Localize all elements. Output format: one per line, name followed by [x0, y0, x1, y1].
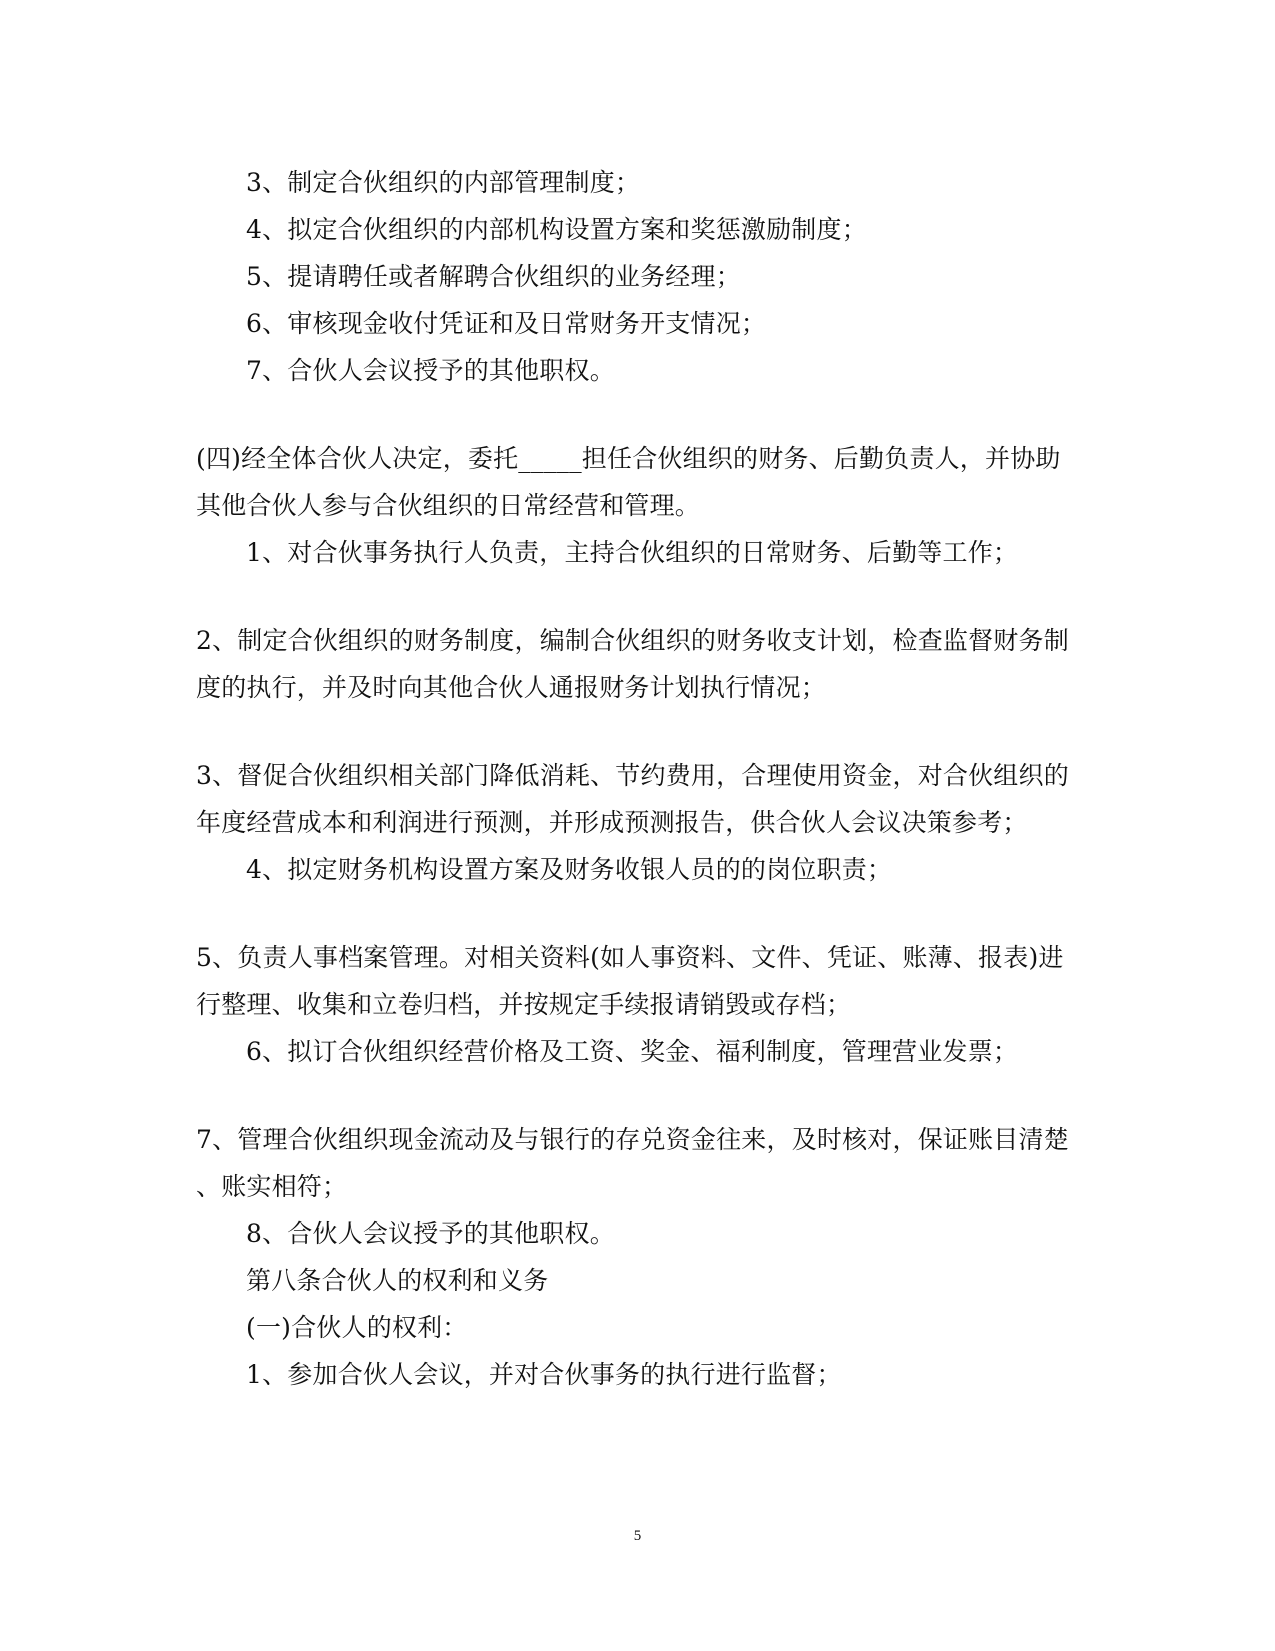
text-line: 3、督促合伙组织相关部门降低消耗、节约费用，合理使用资金，对合伙组织的: [196, 761, 1069, 790]
text-line: 5、提请聘任或者解聘合伙组织的业务经理；: [246, 262, 741, 291]
text-line: 1、对合伙事务执行人负责，主持合伙组织的日常财务、后勤等工作；: [246, 538, 1019, 567]
text-line: 7、合伙人会议授予的其他职权。: [246, 356, 615, 385]
text-line: 年度经营成本和利润进行预测，并形成预测报告，供合伙人会议决策参考；: [196, 808, 1028, 837]
text-line: 7、管理合伙组织现金流动及与银行的存兑资金往来，及时核对，保证账目清楚: [196, 1125, 1069, 1154]
text-line: 1、参加合伙人会议，并对合伙事务的执行进行监督；: [246, 1360, 842, 1389]
text-line: 3、制定合伙组织的内部管理制度；: [246, 168, 641, 197]
text-line: 度的执行，并及时向其他合伙人通报财务计划执行情况；: [196, 673, 827, 702]
text-line: 4、拟定合伙组织的内部机构设置方案和奖惩激励制度；: [246, 215, 867, 244]
text-line: 其他合伙人参与合伙组织的日常经营和管理。: [196, 491, 701, 520]
text-line: 5、负责人事档案管理。对相关资料(如人事资料、文件、凭证、账薄、报表)进: [196, 943, 1064, 972]
section-heading: 第八条合伙人的权利和义务: [246, 1266, 549, 1295]
page-number: 5: [633, 1528, 642, 1544]
text-line: 、账实相符；: [196, 1172, 348, 1201]
text-line: 6、拟订合伙组织经营价格及工资、奖金、福利制度，管理营业发票；: [246, 1037, 1019, 1066]
text-line: 4、拟定财务机构设置方案及财务收银人员的的岗位职责；: [246, 855, 893, 884]
text-line: 2、制定合伙组织的财务制度，编制合伙组织的财务收支计划，检查监督财务制: [196, 626, 1069, 655]
subsection-heading: (一)合伙人的权利：: [246, 1313, 468, 1342]
text-line: 行整理、收集和立卷归档，并按规定手续报请销毁或存档；: [196, 990, 852, 1019]
text-line: 8、合伙人会议授予的其他职权。: [246, 1219, 615, 1248]
text-line: 6、审核现金收付凭证和及日常财务开支情况；: [246, 309, 767, 338]
text-line: (四)经全体合伙人决定，委托_____担任合伙组织的财务、后勤负责人，并协助: [196, 444, 1061, 473]
